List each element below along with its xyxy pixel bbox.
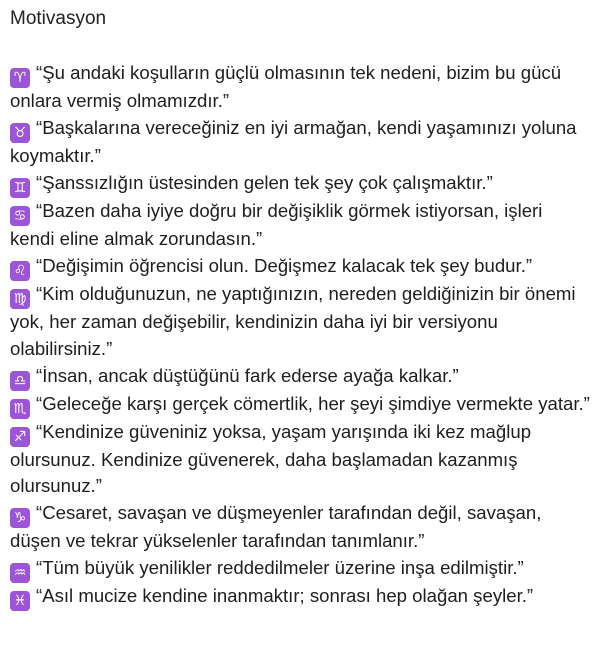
aries-icon: ♈ — [10, 68, 30, 88]
quote-item — [10, 363, 590, 391]
scorpio-icon: ♏ — [10, 399, 30, 419]
quote-item — [10, 198, 590, 253]
quote-text: “Geleceğe karşı gerçek cömertlik, her şeyi şimdiye vermekte yatar.” — [36, 392, 590, 414]
quote-text: “Kim olduğunuzun, ne yaptığınızın, nereden geldiğinizin bir önemi yok, her zaman değişebilir, kendinizin daha iyi bir versiyonu olabilirsiniz.” — [10, 282, 576, 359]
quote-text: “Şu andaki koşulların güçlü olmasının tek nedeni, bizim bu gücü onlara vermiş olmamızdır.” — [10, 62, 562, 111]
quote-text: “Cesaret, savaşan ve düşmeyenler tarafından değil, savaşan, düşen ve tekrar yükselenler tarafından tanımlanır.” — [10, 502, 542, 552]
gemini-icon: ♊ — [10, 178, 30, 198]
virgo-icon: ♍ — [10, 289, 30, 309]
quote-text: “Tüm büyük yenilikler reddedilmeler üzerine inşa edilmiştir.” — [36, 557, 524, 579]
quote-text: “Bazen daha iyiye doğru bir değişiklik görmek istiyorsan, işleri kendi eline almak zorundasın.” — [10, 199, 543, 249]
quote-item — [10, 281, 590, 363]
quote-item — [10, 391, 590, 419]
quote-item — [10, 170, 590, 198]
leo-icon: ♌ — [10, 261, 30, 281]
capricorn-icon: ♑ — [10, 508, 30, 528]
quote-text: “Değişimin öğrencisi olun. Değişmez kalacak tek şey budur.” — [36, 254, 533, 276]
pisces-icon: ♓ — [10, 591, 30, 611]
taurus-icon: ♉ — [10, 123, 30, 143]
quote-item — [10, 253, 590, 281]
document-title: Motivasyon — [10, 8, 107, 29]
quote-text: “Asıl mucize kendine inanmaktır; sonrası hep olağan şeyler.” — [36, 585, 534, 607]
quote-item — [10, 115, 590, 170]
quote-item — [10, 500, 590, 555]
quote-text: “Başkalarına vereceğiniz en iyi armağan, kendi yaşamınızı yoluna koymaktır.” — [10, 116, 577, 166]
quote-text: “İnsan, ancak düştüğünü fark ederse ayağa kalkar.” — [36, 364, 459, 386]
aquarius-icon: ♒ — [10, 563, 30, 583]
quote-item — [10, 60, 590, 115]
sagittarius-icon: ♐ — [10, 427, 30, 447]
quote-item — [10, 583, 590, 611]
quote-list — [10, 60, 590, 611]
libra-icon: ♎ — [10, 371, 30, 391]
quote-text: “Şanssızlığın üstesinden gelen tek şey çok çalışmaktır.” — [36, 171, 493, 193]
cancer-icon: ♋ — [10, 206, 30, 226]
quote-text: “Kendinize güveniniz yoksa, yaşam yarışında iki kez mağlup olursunuz. Kendinize güvenerek, daha başlamadan kazanmış olursunuz.” — [10, 420, 532, 497]
quote-item — [10, 419, 590, 501]
blank-line — [10, 32, 590, 60]
quote-item — [10, 555, 590, 583]
